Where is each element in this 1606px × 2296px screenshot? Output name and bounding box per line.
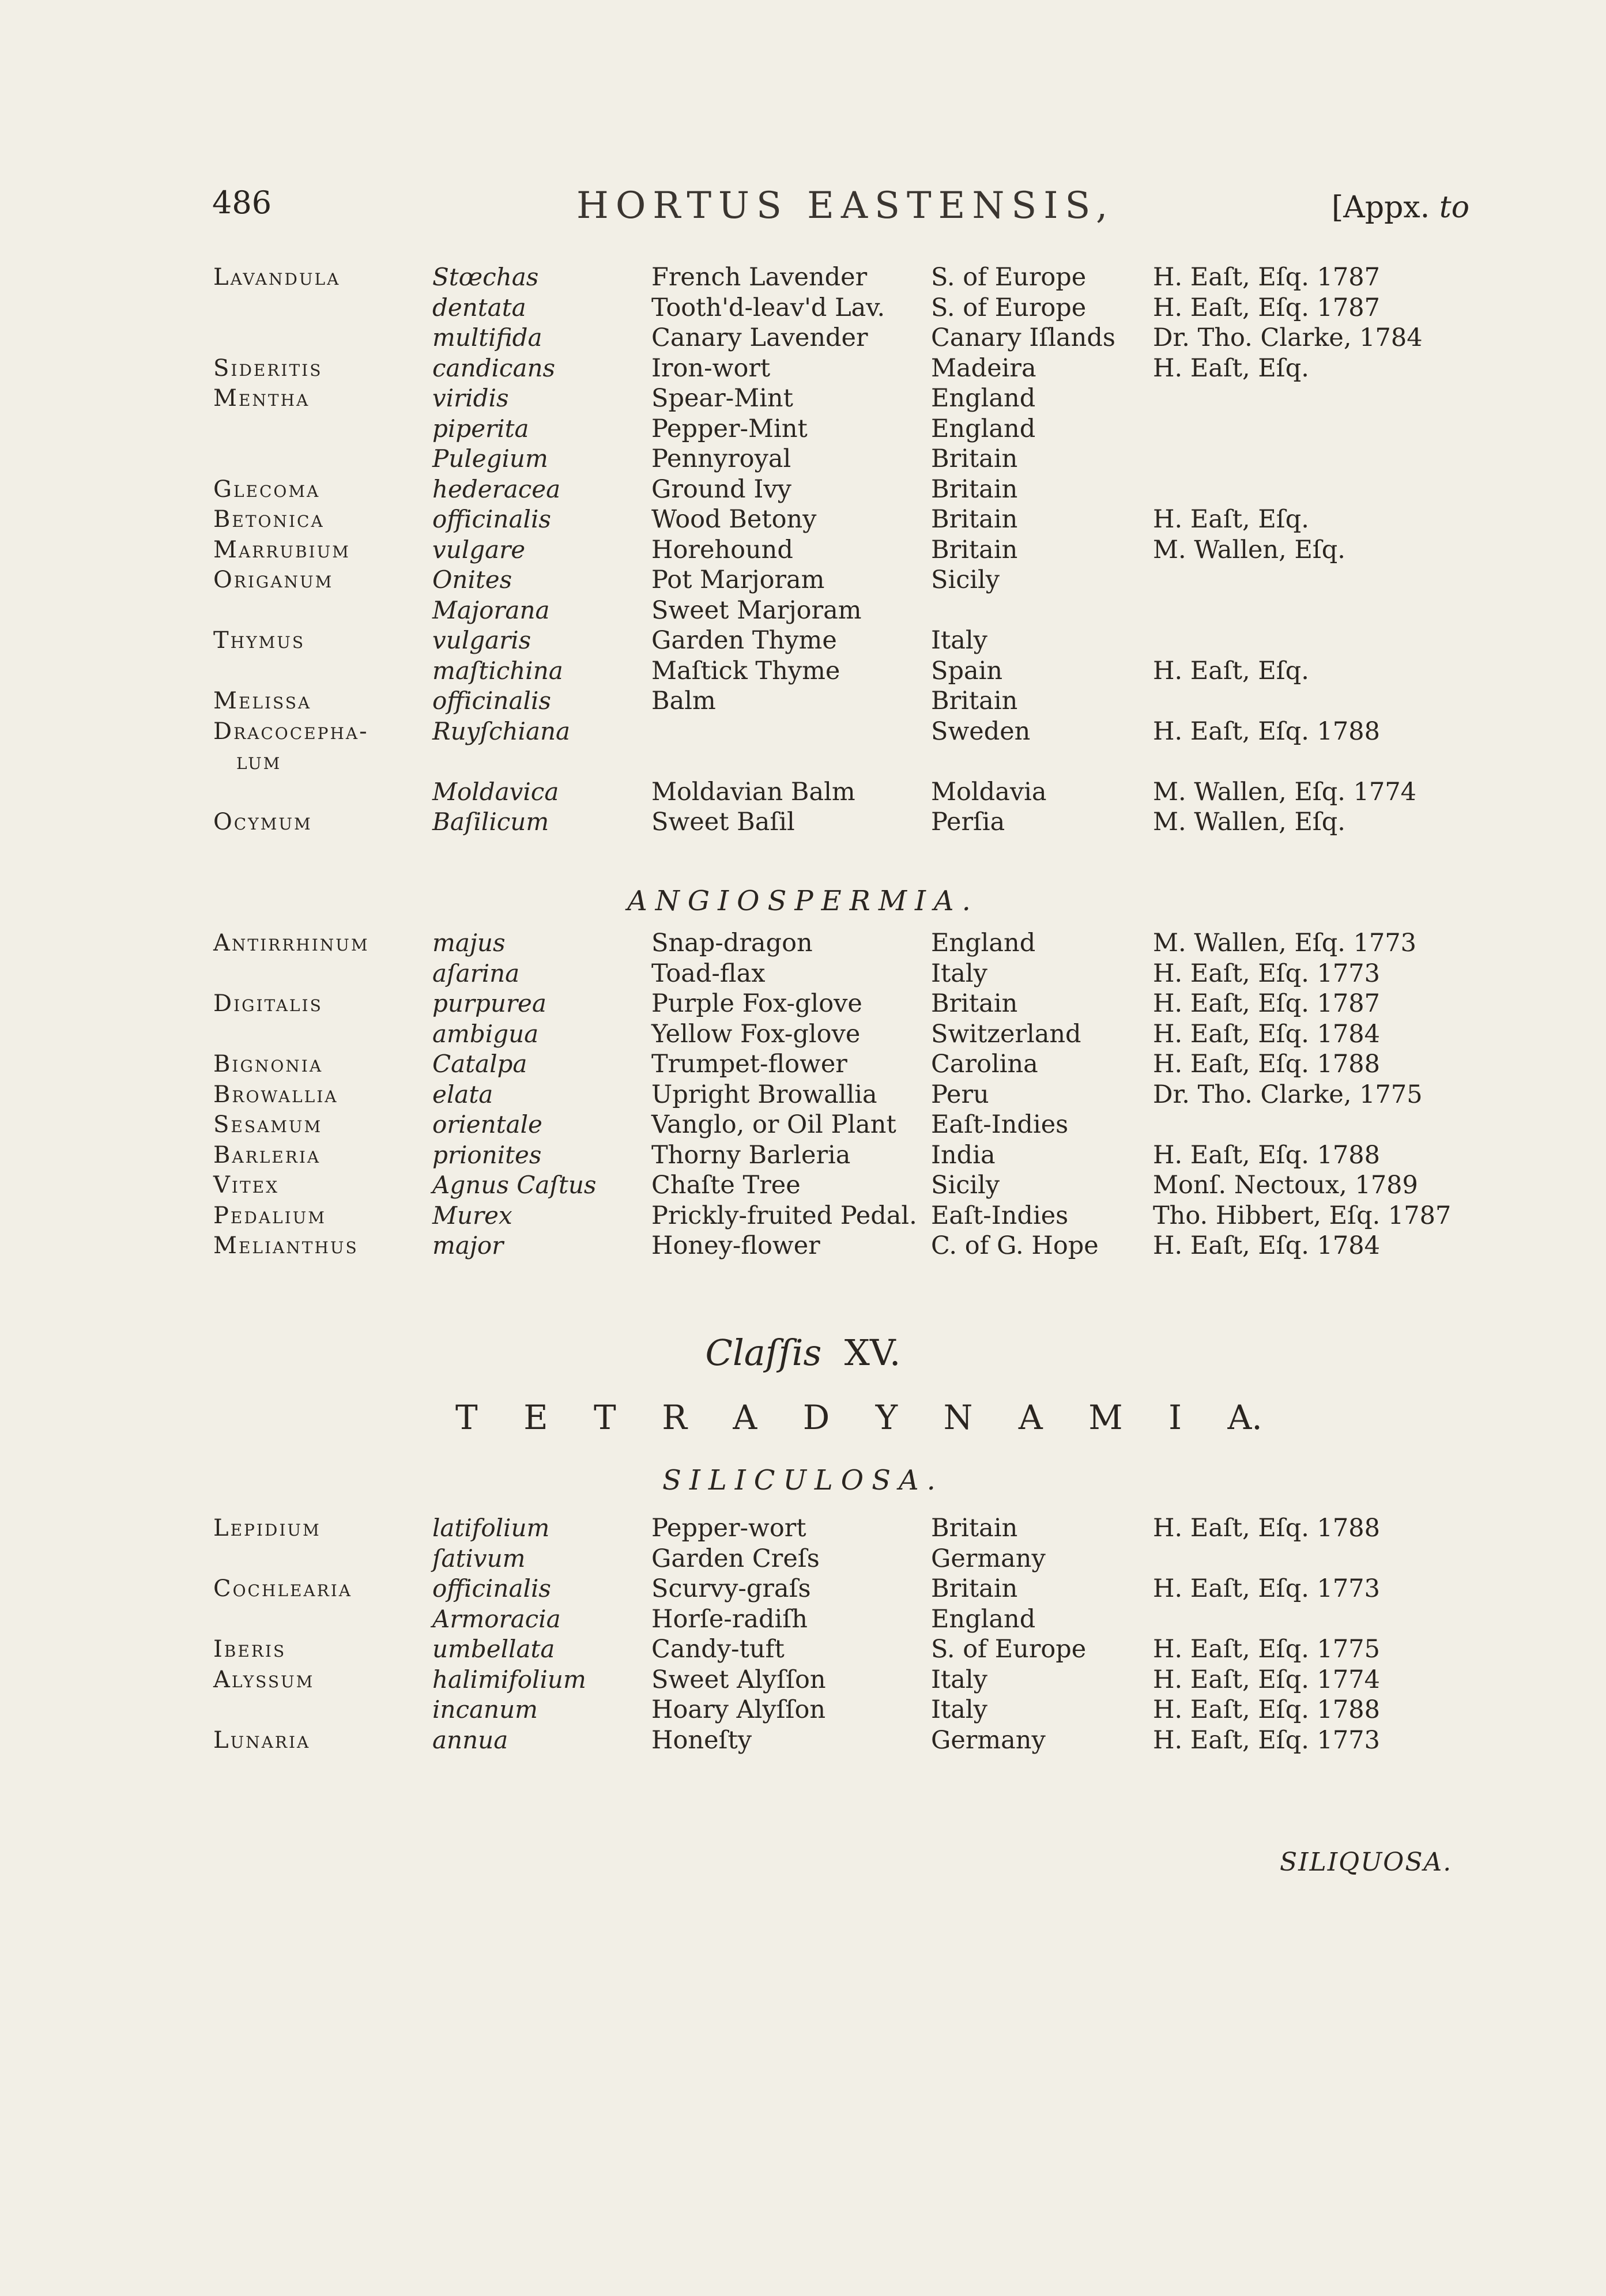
genus-cell: Digitalis (213, 990, 323, 1017)
genus-cell: Dracocepha- lum (213, 717, 369, 776)
native-cell: England (931, 929, 1036, 957)
species-cell: ambigua (432, 1019, 539, 1048)
genus-cell: Origanum (213, 567, 334, 593)
table-row (0, 353, 1606, 384)
english-name-cell: Prickly-fruited Pedal. (651, 1201, 917, 1230)
english-name-cell: Vanglo, or Oil Plant (651, 1110, 896, 1139)
species-cell: Agnus Caſtus (432, 1171, 597, 1199)
english-name-cell: Canary Lavender (651, 323, 868, 352)
genus-cell: Sesamum (213, 1111, 323, 1138)
table-row (0, 474, 1606, 505)
class-heading: Claſſis XV. (705, 1332, 901, 1374)
introduced-by-cell: H. Eaſt, Eſq. 1787 (1153, 293, 1380, 322)
species-cell: maſtichina (432, 656, 563, 685)
species-cell: hederacea (432, 474, 561, 503)
native-cell: India (931, 1140, 996, 1170)
english-name-cell: Scurvy-graſs (651, 1574, 811, 1603)
english-name-cell: Honey-flower (651, 1231, 820, 1260)
species-cell: viridis (432, 384, 509, 412)
class-title-letter: T (455, 1398, 478, 1437)
native-cell: Britain (931, 687, 1018, 715)
species-cell: Armoracia (432, 1604, 561, 1633)
table-row (0, 1080, 1606, 1110)
introduced-by-cell: H. Eaſt, Eſq. 1787 (1153, 263, 1380, 292)
table-row (0, 1574, 1606, 1604)
introduced-by-cell: Dr. Tho. Clarke, 1775 (1153, 1080, 1423, 1109)
species-cell: majus (432, 929, 506, 957)
table-row (0, 1665, 1606, 1695)
english-name-cell: Snap-dragon (651, 929, 813, 957)
class-title-letter: E (523, 1398, 548, 1437)
species-cell: annua (432, 1725, 508, 1754)
genus-cell: Lunaria (213, 1726, 311, 1754)
species-cell: halimifolium (432, 1665, 586, 1694)
native-cell: Sweden (931, 717, 1031, 746)
native-cell: England (931, 414, 1036, 443)
species-cell: vulgaris (432, 626, 531, 654)
genus-cell: Pedalium (213, 1202, 326, 1229)
genus-cell: Melianthus (213, 1232, 359, 1259)
native-cell: Eaſt-Indies (931, 1201, 1069, 1230)
species-cell: aſarina (432, 959, 520, 987)
table-row (0, 1634, 1606, 1665)
native-cell: Italy (931, 626, 987, 655)
section-heading-angiospermia: ANGIOSPERMIA. (627, 885, 979, 917)
section-heading-siliculosa: SILICULOSA. (662, 1464, 944, 1496)
table-row (0, 262, 1606, 293)
species-cell: Moldavica (432, 777, 559, 806)
class-title-letter: A (1018, 1398, 1043, 1437)
species-cell: prionites (432, 1140, 542, 1169)
species-cell: Pulegium (432, 444, 548, 473)
species-cell: elata (432, 1080, 493, 1109)
native-cell: Britain (931, 1514, 1018, 1543)
genus-cell: Glecoma (213, 476, 321, 503)
table-row (0, 625, 1606, 656)
table-row (0, 1110, 1606, 1140)
species-cell: ſativum (432, 1544, 526, 1573)
species-cell: officinalis (432, 687, 551, 715)
introduced-by-cell: H. Eaſt, Eſq. 1784 (1153, 1231, 1380, 1260)
table-row (0, 414, 1606, 444)
native-cell: Peru (931, 1080, 989, 1109)
class-title-letter: D (802, 1398, 830, 1437)
genus-cell: Melissa (213, 688, 312, 714)
introduced-by-cell: H. Eaſt, Eſq. 1788 (1153, 717, 1380, 746)
table-row (0, 777, 1606, 808)
table-row (0, 1201, 1606, 1231)
english-name-cell: Garden Creſs (651, 1544, 820, 1573)
class-title-letter: A. (1227, 1398, 1262, 1437)
native-cell: Spain (931, 656, 1003, 685)
english-name-cell: Pennyroyal (651, 444, 791, 473)
introduced-by-cell: H. Eaſt, Eſq. 1788 (1153, 1140, 1380, 1170)
table-row (0, 1513, 1606, 1544)
table-row (0, 535, 1606, 565)
class-title-letter: M (1088, 1398, 1123, 1437)
species-cell: multifida (432, 323, 542, 352)
native-cell: Moldavia (931, 777, 1047, 806)
table-row (0, 1725, 1606, 1756)
introduced-by-cell: M. Wallen, Eſq. 1774 (1153, 777, 1417, 806)
table-row (0, 1049, 1606, 1080)
table-row (0, 686, 1606, 717)
native-cell: Britain (931, 1574, 1018, 1603)
english-name-cell: Iron-wort (651, 353, 771, 383)
class-title-letter: R (662, 1398, 687, 1437)
english-name-cell: Sweet Baſil (651, 808, 795, 836)
table-row (0, 504, 1606, 535)
introduced-by-cell: H. Eaſt, Eſq. 1788 (1153, 1695, 1380, 1724)
table-row (0, 989, 1606, 1019)
native-cell: Sicily (931, 565, 1000, 594)
english-name-cell: Hoary Alyſſon (651, 1695, 826, 1724)
genus-cell: Cochlearia (213, 1575, 353, 1602)
table-row (0, 444, 1606, 474)
native-cell: Britain (931, 444, 1018, 473)
species-cell: orientale (432, 1110, 542, 1138)
table-row (0, 1019, 1606, 1050)
native-cell: Germany (931, 1544, 1046, 1573)
genus-cell: Mentha (213, 385, 310, 412)
native-cell: C. of G. Hope (931, 1231, 1099, 1260)
genus-cell: Betonica (213, 506, 325, 533)
genus-cell: Sideritis (213, 355, 323, 382)
introduced-by-cell: H. Eaſt, Eſq. 1773 (1153, 1574, 1380, 1603)
catchword: SILIQUOSA. (1280, 1848, 1453, 1877)
genus-cell: Lepidium (213, 1515, 321, 1541)
table-row (0, 1604, 1606, 1635)
native-cell: Britain (931, 535, 1018, 564)
introduced-by-cell: H. Eaſt, Eſq. 1784 (1153, 1019, 1380, 1049)
english-name-cell: Maſtick Thyme (651, 656, 840, 685)
page-number: 486 (212, 184, 272, 221)
english-name-cell: Thorny Barleria (651, 1140, 851, 1170)
species-cell: incanum (432, 1695, 538, 1724)
native-cell: S. of Europe (931, 293, 1087, 322)
english-name-cell: French Lavender (651, 263, 868, 292)
english-name-cell: Trumpet-flower (651, 1050, 847, 1079)
class-title-letter: N (943, 1398, 973, 1437)
english-name-cell: Spear-Mint (651, 384, 793, 413)
english-name-cell: Tooth'd-leav'd Lav. (651, 293, 885, 322)
native-cell: Italy (931, 1695, 987, 1724)
native-cell: Carolina (931, 1050, 1038, 1079)
english-name-cell: Yellow Fox-glove (651, 1019, 861, 1049)
native-cell: Canary Iſlands (931, 323, 1115, 352)
native-cell: Italy (931, 1665, 987, 1694)
english-name-cell: Sweet Alyſſon (651, 1665, 826, 1694)
table-row (0, 1170, 1606, 1201)
native-cell: Switzerland (931, 1019, 1081, 1049)
introduced-by-cell: H. Eaſt, Eſq. 1773 (1153, 1725, 1380, 1755)
genus-cell: Barleria (213, 1141, 321, 1168)
table-row (0, 595, 1606, 626)
english-name-cell: Ground Ivy (651, 474, 791, 504)
english-name-cell: Pepper-Mint (651, 414, 808, 443)
introduced-by-cell: H. Eaſt, Eſq. (1153, 656, 1309, 685)
native-cell: England (931, 384, 1036, 413)
genus-cell: Iberis (213, 1636, 286, 1662)
species-cell: Catalpa (432, 1050, 527, 1078)
table-row (0, 656, 1606, 687)
introduced-by-cell: H. Eaſt, Eſq. 1788 (1153, 1050, 1380, 1079)
introduced-by-cell: M. Wallen, Eſq. (1153, 535, 1345, 564)
table-row (0, 565, 1606, 595)
english-name-cell: Horehound (651, 535, 793, 564)
native-cell: Germany (931, 1725, 1046, 1755)
appendix-label: [Appx. to (1332, 190, 1470, 225)
species-cell: Ruyſchiana (432, 717, 571, 745)
english-name-cell: Sweet Marjoram (651, 595, 862, 625)
table-row (0, 807, 1606, 838)
angiospermia-list (0, 928, 1606, 1261)
species-cell: Baſilicum (432, 808, 549, 836)
introduced-by-cell: M. Wallen, Eſq. (1153, 808, 1345, 836)
species-cell: candicans (432, 353, 556, 382)
species-cell: dentata (432, 293, 526, 322)
genus-cell: Alyssum (213, 1666, 315, 1693)
native-cell: Britain (931, 989, 1018, 1018)
genus-cell: Browallia (213, 1081, 338, 1108)
table-row (0, 959, 1606, 989)
table-row (0, 323, 1606, 353)
genus-cell: Marrubium (213, 536, 350, 563)
english-name-cell: Horſe-radiſh (651, 1604, 808, 1634)
introduced-by-cell: H. Eaſt, Eſq. 1788 (1153, 1514, 1380, 1543)
species-cell: purpurea (432, 989, 546, 1017)
didynamia-gymnospermia-list (0, 262, 1606, 838)
english-name-cell: Upright Browallia (651, 1080, 877, 1109)
genus-cell: Lavandula (213, 264, 341, 291)
introduced-by-cell: Dr. Tho. Clarke, 1784 (1153, 323, 1423, 352)
species-cell: Majorana (432, 595, 550, 624)
species-cell: Onites (432, 565, 512, 594)
introduced-by-cell: H. Eaſt, Eſq. (1153, 353, 1309, 383)
class-title-letter: T (594, 1398, 616, 1437)
introduced-by-cell: H. Eaſt, Eſq. 1774 (1153, 1665, 1380, 1694)
introduced-by-cell: Monſ. Nectoux, 1789 (1153, 1171, 1418, 1200)
table-row (0, 717, 1606, 777)
table-row (0, 383, 1606, 414)
english-name-cell: Garden Thyme (651, 626, 837, 655)
genus-cell: Vitex (213, 1172, 279, 1198)
native-cell: S. of Europe (931, 263, 1087, 292)
species-cell: vulgare (432, 535, 526, 564)
species-cell: Murex (432, 1201, 512, 1230)
table-row (0, 1695, 1606, 1725)
class-title-letter: I (1168, 1398, 1182, 1437)
table-row (0, 293, 1606, 323)
introduced-by-cell: Tho. Hibbert, Eſq. 1787 (1153, 1201, 1452, 1230)
native-cell: Madeira (931, 353, 1036, 383)
native-cell: Perſia (931, 808, 1005, 836)
english-name-cell: Toad-flax (651, 959, 766, 988)
species-cell: officinalis (432, 505, 551, 533)
english-name-cell: Moldavian Balm (651, 777, 855, 806)
native-cell: England (931, 1604, 1036, 1634)
english-name-cell: Balm (651, 687, 716, 715)
native-cell: Eaſt-Indies (931, 1110, 1069, 1139)
species-cell: Stœchas (432, 263, 539, 291)
species-cell: officinalis (432, 1574, 551, 1603)
english-name-cell: Wood Betony (651, 505, 817, 534)
introduced-by-cell: H. Eaſt, Eſq. 1773 (1153, 959, 1380, 988)
native-cell: Britain (931, 505, 1018, 534)
table-row (0, 1140, 1606, 1171)
species-cell: latifolium (432, 1514, 550, 1542)
genus-cell: Ocymum (213, 809, 312, 835)
table-row (0, 1231, 1606, 1261)
page-header (0, 184, 1606, 236)
english-name-cell: Honeſty (651, 1725, 752, 1755)
english-name-cell: Candy-tuft (651, 1635, 785, 1664)
native-cell: Sicily (931, 1171, 1000, 1200)
genus-cell: Thymus (213, 627, 306, 654)
class-title-letter: A (733, 1398, 757, 1437)
table-row (0, 928, 1606, 959)
genus-cell-continuation: lum (236, 748, 282, 775)
introduced-by-cell: H. Eaſt, Eſq. 1787 (1153, 989, 1380, 1018)
english-name-cell: Chaſte Tree (651, 1171, 801, 1200)
introduced-by-cell: H. Eaſt, Eſq. (1153, 505, 1309, 534)
native-cell: Britain (931, 474, 1018, 504)
species-cell: piperita (432, 414, 529, 443)
genus-cell: Bignonia (213, 1051, 323, 1077)
english-name-cell: Pot Marjoram (651, 565, 825, 594)
native-cell: Italy (931, 959, 987, 988)
siliculosa-list (0, 1513, 1606, 1755)
species-cell: umbellata (432, 1635, 555, 1663)
introduced-by-cell: H. Eaſt, Eſq. 1775 (1153, 1635, 1380, 1664)
running-title: HORTUS EASTENSIS, (576, 184, 1115, 227)
english-name-cell: Purple Fox-glove (651, 989, 862, 1018)
english-name-cell: Pepper-wort (651, 1514, 806, 1543)
native-cell: S. of Europe (931, 1635, 1087, 1664)
species-cell: major (432, 1231, 504, 1260)
introduced-by-cell: M. Wallen, Eſq. 1773 (1153, 929, 1417, 957)
class-title-tetradynamia (455, 1398, 1262, 1437)
genus-cell: Antirrhinum (213, 930, 370, 956)
table-row (0, 1544, 1606, 1574)
class-title-letter: Y (875, 1398, 898, 1437)
